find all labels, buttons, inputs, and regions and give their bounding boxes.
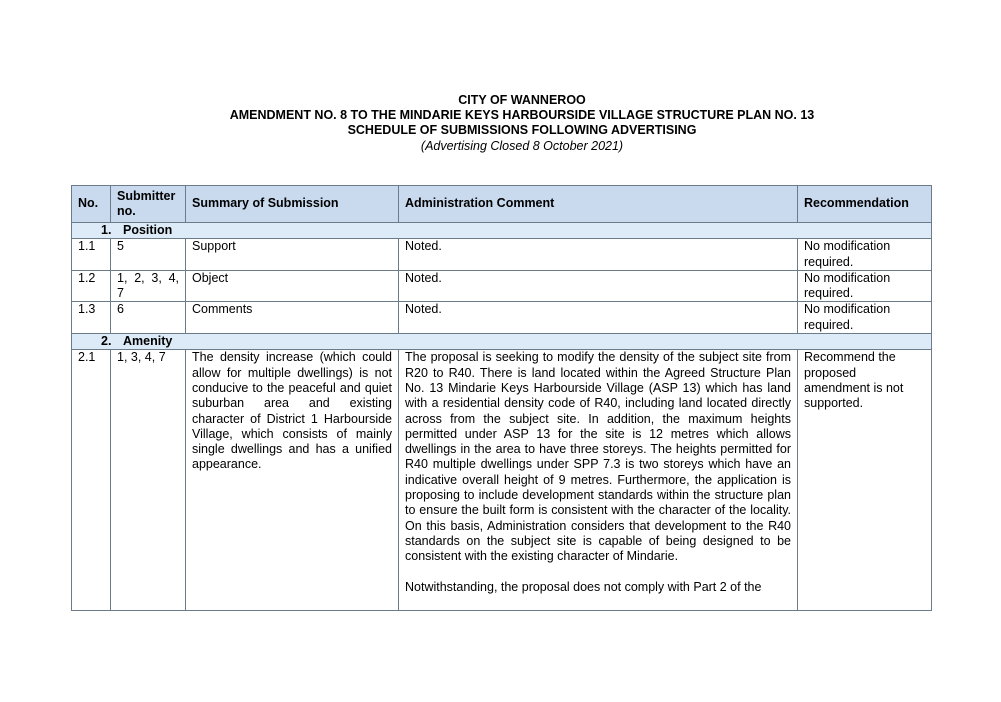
advertising-note: (Advertising Closed 8 October 2021) bbox=[420, 138, 624, 153]
table-row bbox=[72, 302, 932, 334]
row-recommendation: No modification required. bbox=[798, 239, 932, 271]
org-title: CITY OF WANNEROO bbox=[458, 93, 586, 107]
row-summary: The density increase (which could allow for multiple dwellings) is not conducive to the peaceful and quiet suburban area and existing character of District 1 Harbourside Village, which consists of mainly single dwellings and has a unified appearance. bbox=[186, 350, 399, 611]
row-recommendation: Recommend the proposed amendment is not supported. bbox=[798, 350, 932, 611]
comment-paragraph-1: The proposal is seeking to modify the density of the subject site from R20 to R40. There is land located within the Agreed Structure Plan No. 13 Mindarie Keys Harbourside Village (ASP 13) which has land with a residential density code of R40, including land located directly across from the subject site. In addition, the maximum heights permitted under ASP 13 for the site is 12 metres which allows dwellings in the area to have three storeys. The heights permitted for R40 multiple dwellings under SPP 7.3 is two storeys which have an indicative overall height of 9 metres. Furthermore, the application is proposing to include development standards within the structure plan to ensure the built form is consistent with the character of the locality. On this basis, Administration considers that development to the R40 standards on the subject site is capable of being designed to be consistent with the existing character of Mindarie. bbox=[405, 350, 791, 564]
row-recommendation: No modification required. bbox=[798, 270, 932, 302]
row-recommendation: No modification required. bbox=[798, 302, 932, 334]
col-header-summary: Summary of Submission bbox=[186, 186, 399, 223]
row-summary: Comments bbox=[186, 302, 399, 334]
row-submitter: 1, 2, 3, 4, 7 bbox=[111, 270, 186, 302]
comment-paragraph-2: Notwithstanding, the proposal does not comply with Part 2 of the bbox=[405, 579, 762, 594]
row-summary: Support bbox=[186, 239, 399, 271]
table-row bbox=[72, 239, 932, 271]
row-comment: Noted. bbox=[399, 270, 798, 302]
section-number: 2. bbox=[101, 334, 112, 349]
section-row-position bbox=[72, 223, 932, 239]
table-header-row bbox=[72, 186, 932, 223]
col-header-no: No. bbox=[72, 186, 111, 223]
submissions-table bbox=[71, 185, 932, 611]
row-comment: Noted. bbox=[399, 302, 798, 334]
section-number: 1. bbox=[101, 223, 112, 237]
row-submitter: 6 bbox=[111, 302, 186, 334]
table-row bbox=[72, 270, 932, 302]
col-header-comment: Administration Comment bbox=[399, 186, 798, 223]
row-no: 1.2 bbox=[72, 270, 111, 302]
row-no: 1.3 bbox=[72, 302, 111, 334]
row-comment bbox=[399, 350, 798, 611]
document-header bbox=[0, 93, 1001, 154]
col-header-recommendation: Recommendation bbox=[798, 186, 932, 223]
row-submitter: 5 bbox=[111, 239, 186, 271]
row-no: 1.1 bbox=[72, 239, 111, 271]
section-title: Amenity bbox=[123, 334, 173, 349]
col-header-submitter: Submitter no. bbox=[111, 186, 186, 223]
row-no: 2.1 bbox=[72, 350, 111, 611]
row-comment: Noted. bbox=[399, 239, 798, 271]
schedule-title: SCHEDULE OF SUBMISSIONS FOLLOWING ADVERTISING bbox=[347, 123, 697, 138]
table-row bbox=[72, 350, 932, 611]
row-summary: Object bbox=[186, 270, 399, 302]
amendment-title: AMENDMENT NO. 8 TO THE MINDARIE KEYS HARBOURSIDE VILLAGE STRUCTURE PLAN NO. 13 bbox=[229, 108, 815, 123]
section-title: Position bbox=[123, 223, 173, 237]
section-row-amenity bbox=[72, 334, 932, 350]
row-submitter: 1, 3, 4, 7 bbox=[111, 350, 186, 611]
